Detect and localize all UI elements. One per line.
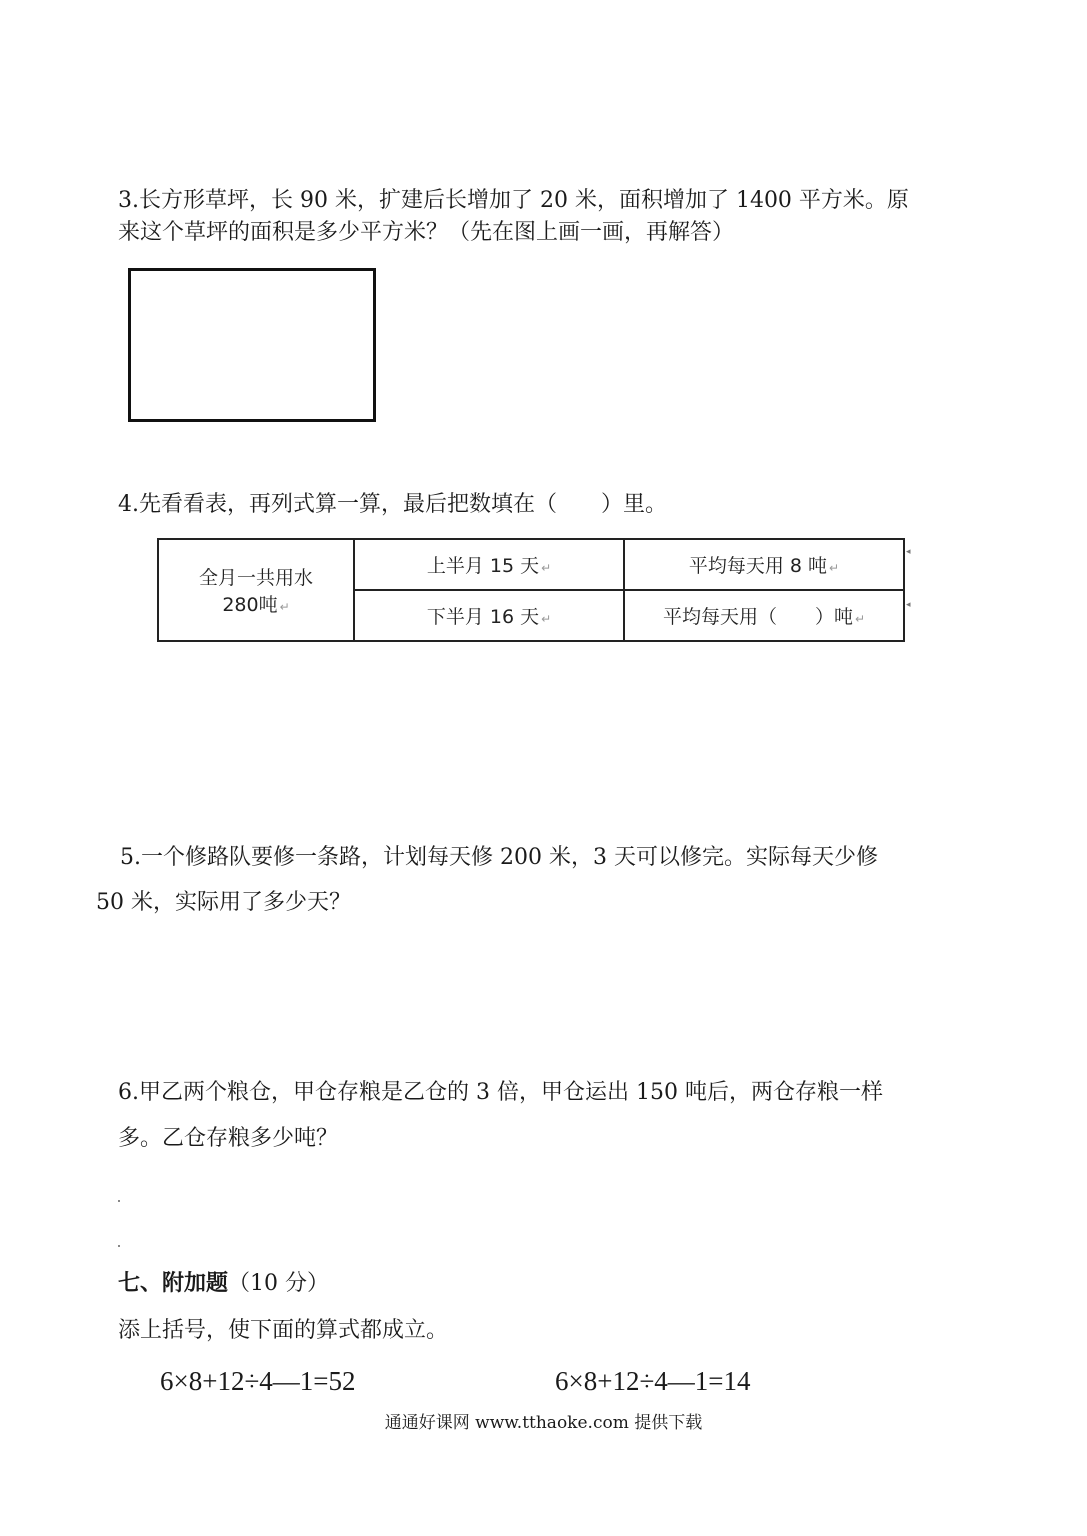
section-7-heading: 七、附加题 [118,1270,229,1296]
formula-1: 6×8+12÷4—1=52 [160,1366,356,1396]
lawn-rectangle-figure [128,268,376,422]
total-water-value: 280吨 [222,594,278,616]
stray-dot [118,1200,120,1202]
section-7-instruction: 添上括号，使下面的算式都成立。 [118,1318,449,1343]
total-water-label: 全月一共用水 [198,567,313,589]
second-half-cell [354,590,624,641]
q3-text-line2: 来这个草坪的面积是多少平方米？（先在图上画一画，再解答） [118,220,735,245]
section-7-score: （10 分） [228,1271,330,1296]
first-half-cell [354,539,624,590]
paragraph-mark-icon: ↵ [829,561,840,575]
q6-text-line2: 多。乙仓存粮多少吨？ [118,1126,339,1151]
q6-text-line1: 6.甲乙两个粮仓，甲仓存粮是乙仓的 3 倍，甲仓运出 150 吨后，两仓存粮一样 [118,1080,883,1105]
q3-text-line1: 3.长方形草坪，长 90 米，扩建后长增加了 20 米，面积增加了 1400 平方米。原 [118,188,909,213]
paragraph-mark-icon: ↵ [541,612,552,626]
q4-text: 4.先看看表，再列式算一算，最后把数填在（ ）里。 [118,492,667,517]
paragraph-mark-icon: ↵ [854,612,866,626]
stray-dot [118,1245,120,1247]
section-7-title [118,1268,329,1299]
second-avg-cell [624,590,904,641]
second-avg-label: 平均每天用（ ）吨 [662,606,853,628]
q5-text-line2: 50 米，实际用了多少天？ [96,890,351,915]
first-half-label: 上半月 15 天 [426,555,540,577]
first-avg-cell [624,539,904,590]
total-water-cell [158,539,354,641]
row-end-marker-icon: ◂ [906,547,911,557]
paragraph-mark-icon: ↵ [279,600,290,614]
second-half-label: 下半月 16 天 [426,606,540,628]
formula-2: 6×8+12÷4—1=14 [555,1366,751,1396]
table-row [158,539,904,590]
first-avg-label: 平均每天用 8 吨 [688,555,828,577]
row-end-marker-icon: ◂ [906,600,911,610]
paragraph-mark-icon: ↵ [541,561,552,575]
water-usage-table [157,538,905,642]
q5-text-line1: 5.一个修路队要修一条路，计划每天修 200 米，3 天可以修完。实际每天少修 [120,845,878,870]
footer-credit: 通通好课网 www.tthaoke.com 提供下载 [384,1413,703,1433]
